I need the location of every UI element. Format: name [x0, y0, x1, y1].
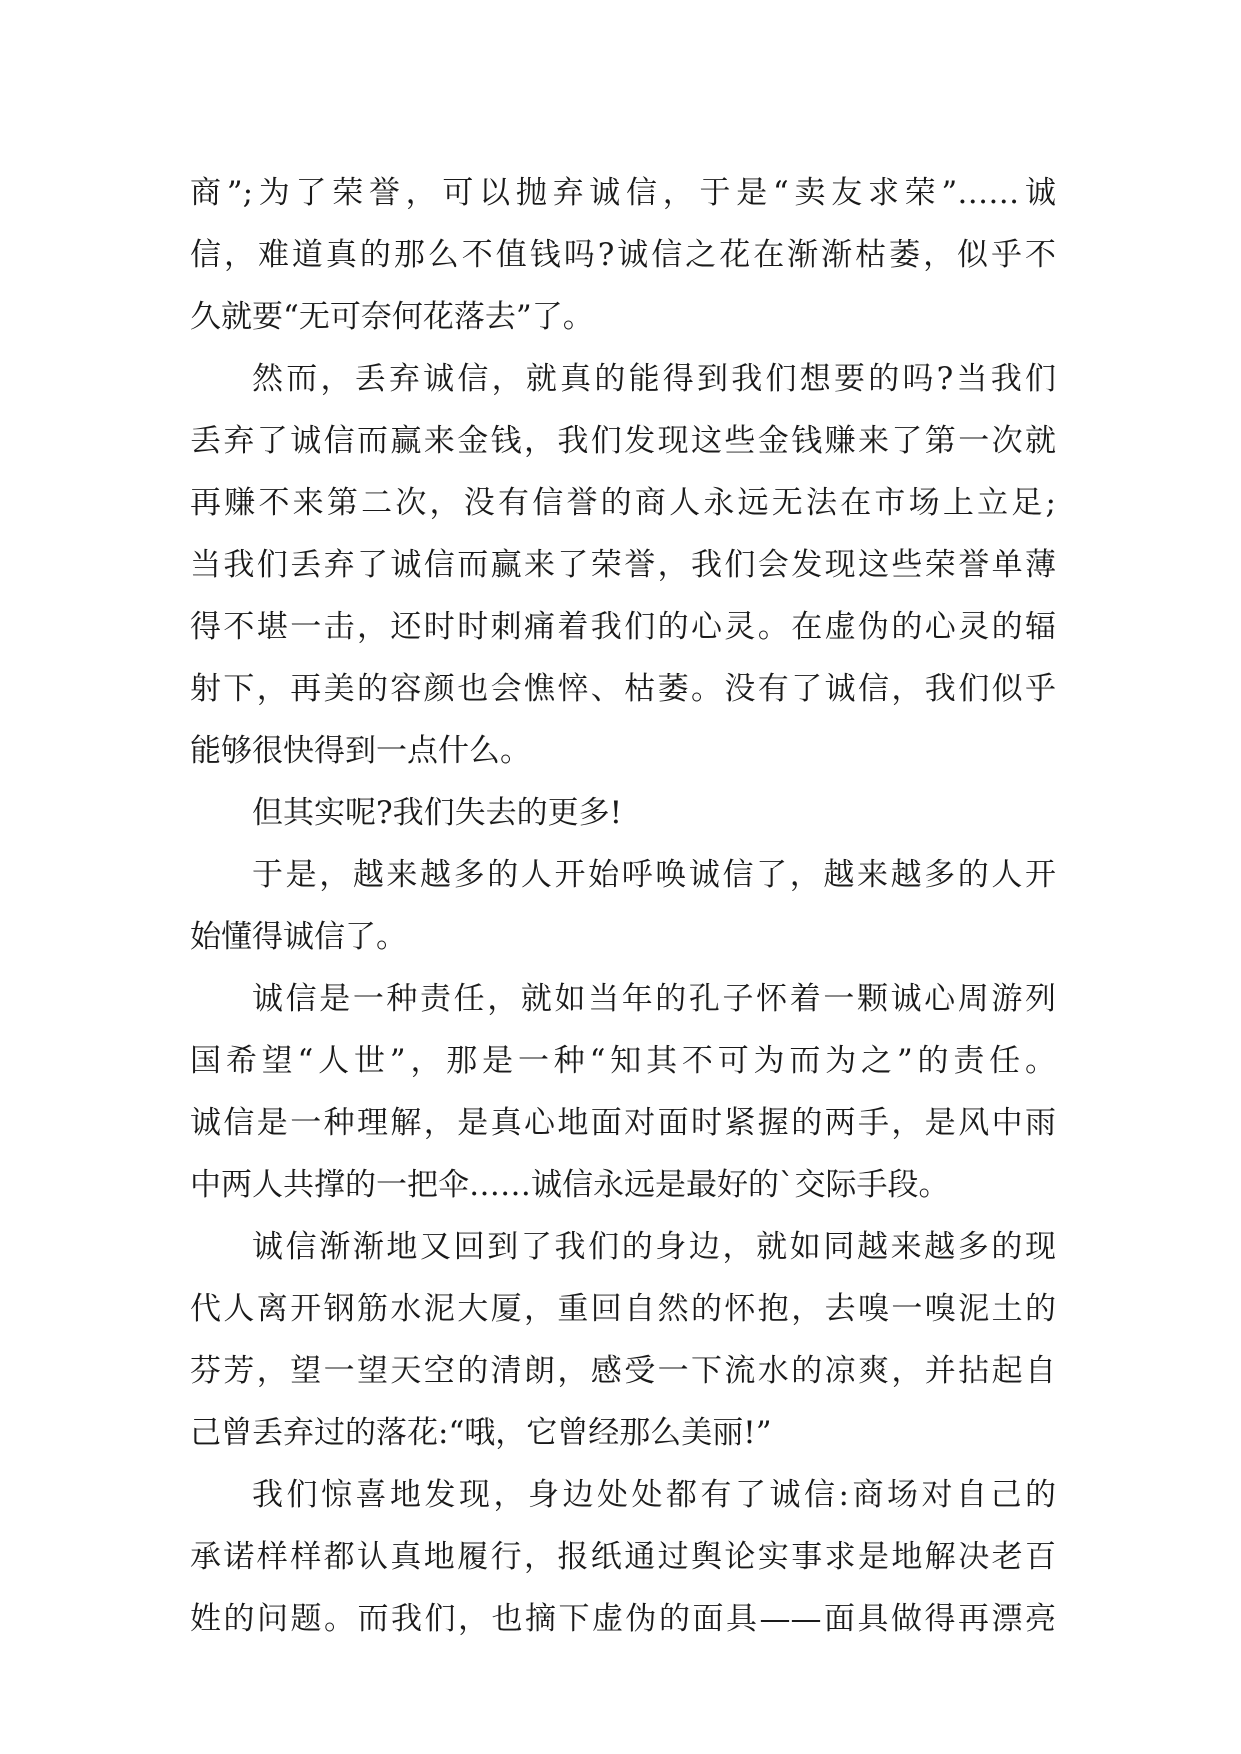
document-body [190, 162, 1056, 1650]
text-line: 再赚不来第二次，没有信誉的商人永远无法在市场上立足; [190, 485, 1056, 521]
text-line: 丢弃了诚信而赢来金钱，我们发现这些金钱赚来了第一次就 [190, 423, 1056, 459]
paragraph-first-line: 于是，越来越多的人开始呼唤诚信了，越来越多的人开 [252, 857, 1056, 893]
text-line: 承诺样样都认真地履行，报纸通过舆论实事求是地解决老百 [190, 1539, 1056, 1575]
paragraph-first-line: 诚信是一种责任，就如当年的孔子怀着一颗诚心周游列 [252, 981, 1056, 1017]
text-line: 始懂得诚信了。 [190, 919, 407, 955]
text-line: 久就要“无可奈何花落去”了。 [190, 299, 594, 335]
text-line: 得不堪一击，还时时刺痛着我们的心灵。在虚伪的心灵的辐 [190, 609, 1056, 645]
text-line: 商”;为了荣誉，可以抛弃诚信，于是“卖友求荣”……诚 [190, 175, 1056, 211]
text-line: 能够很快得到一点什么。 [190, 733, 531, 769]
paragraph-first-line: 诚信渐渐地又回到了我们的身边，就如同越来越多的现 [252, 1229, 1056, 1265]
text-line: 芬芳，望一望天空的清朗，感受一下流水的凉爽，并拈起自 [190, 1353, 1056, 1389]
text-line: 国希望“人世”，那是一种“知其不可为而为之”的责任。 [190, 1043, 1056, 1079]
text-line: 射下，再美的容颜也会憔悴、枯萎。没有了诚信，我们似乎 [190, 671, 1056, 707]
text-line: 诚信是一种理解，是真心地面对面时紧握的两手，是风中雨 [190, 1105, 1056, 1141]
text-line: 信，难道真的那么不值钱吗?诚信之花在渐渐枯萎，似乎不 [190, 237, 1056, 273]
text-line: 己曾丢弃过的落花:“哦，它曾经那么美丽!” [190, 1415, 772, 1451]
paragraph-first-line: 我们惊喜地发现，身边处处都有了诚信:商场对自己的 [252, 1477, 1056, 1513]
paragraph-first-line: 然而，丢弃诚信，就真的能得到我们想要的吗?当我们 [252, 361, 1056, 397]
text-line: 中两人共撑的一把伞……诚信永远是最好的`交际手段。 [190, 1167, 950, 1203]
text-line: 当我们丢弃了诚信而赢来了荣誉，我们会发现这些荣誉单薄 [190, 547, 1056, 583]
text-line: 姓的问题。而我们，也摘下虚伪的面具——面具做得再漂亮 [190, 1601, 1056, 1637]
text-line: 代人离开钢筋水泥大厦，重回自然的怀抱，去嗅一嗅泥土的 [190, 1291, 1056, 1327]
paragraph-first-line: 但其实呢?我们失去的更多! [252, 795, 623, 831]
